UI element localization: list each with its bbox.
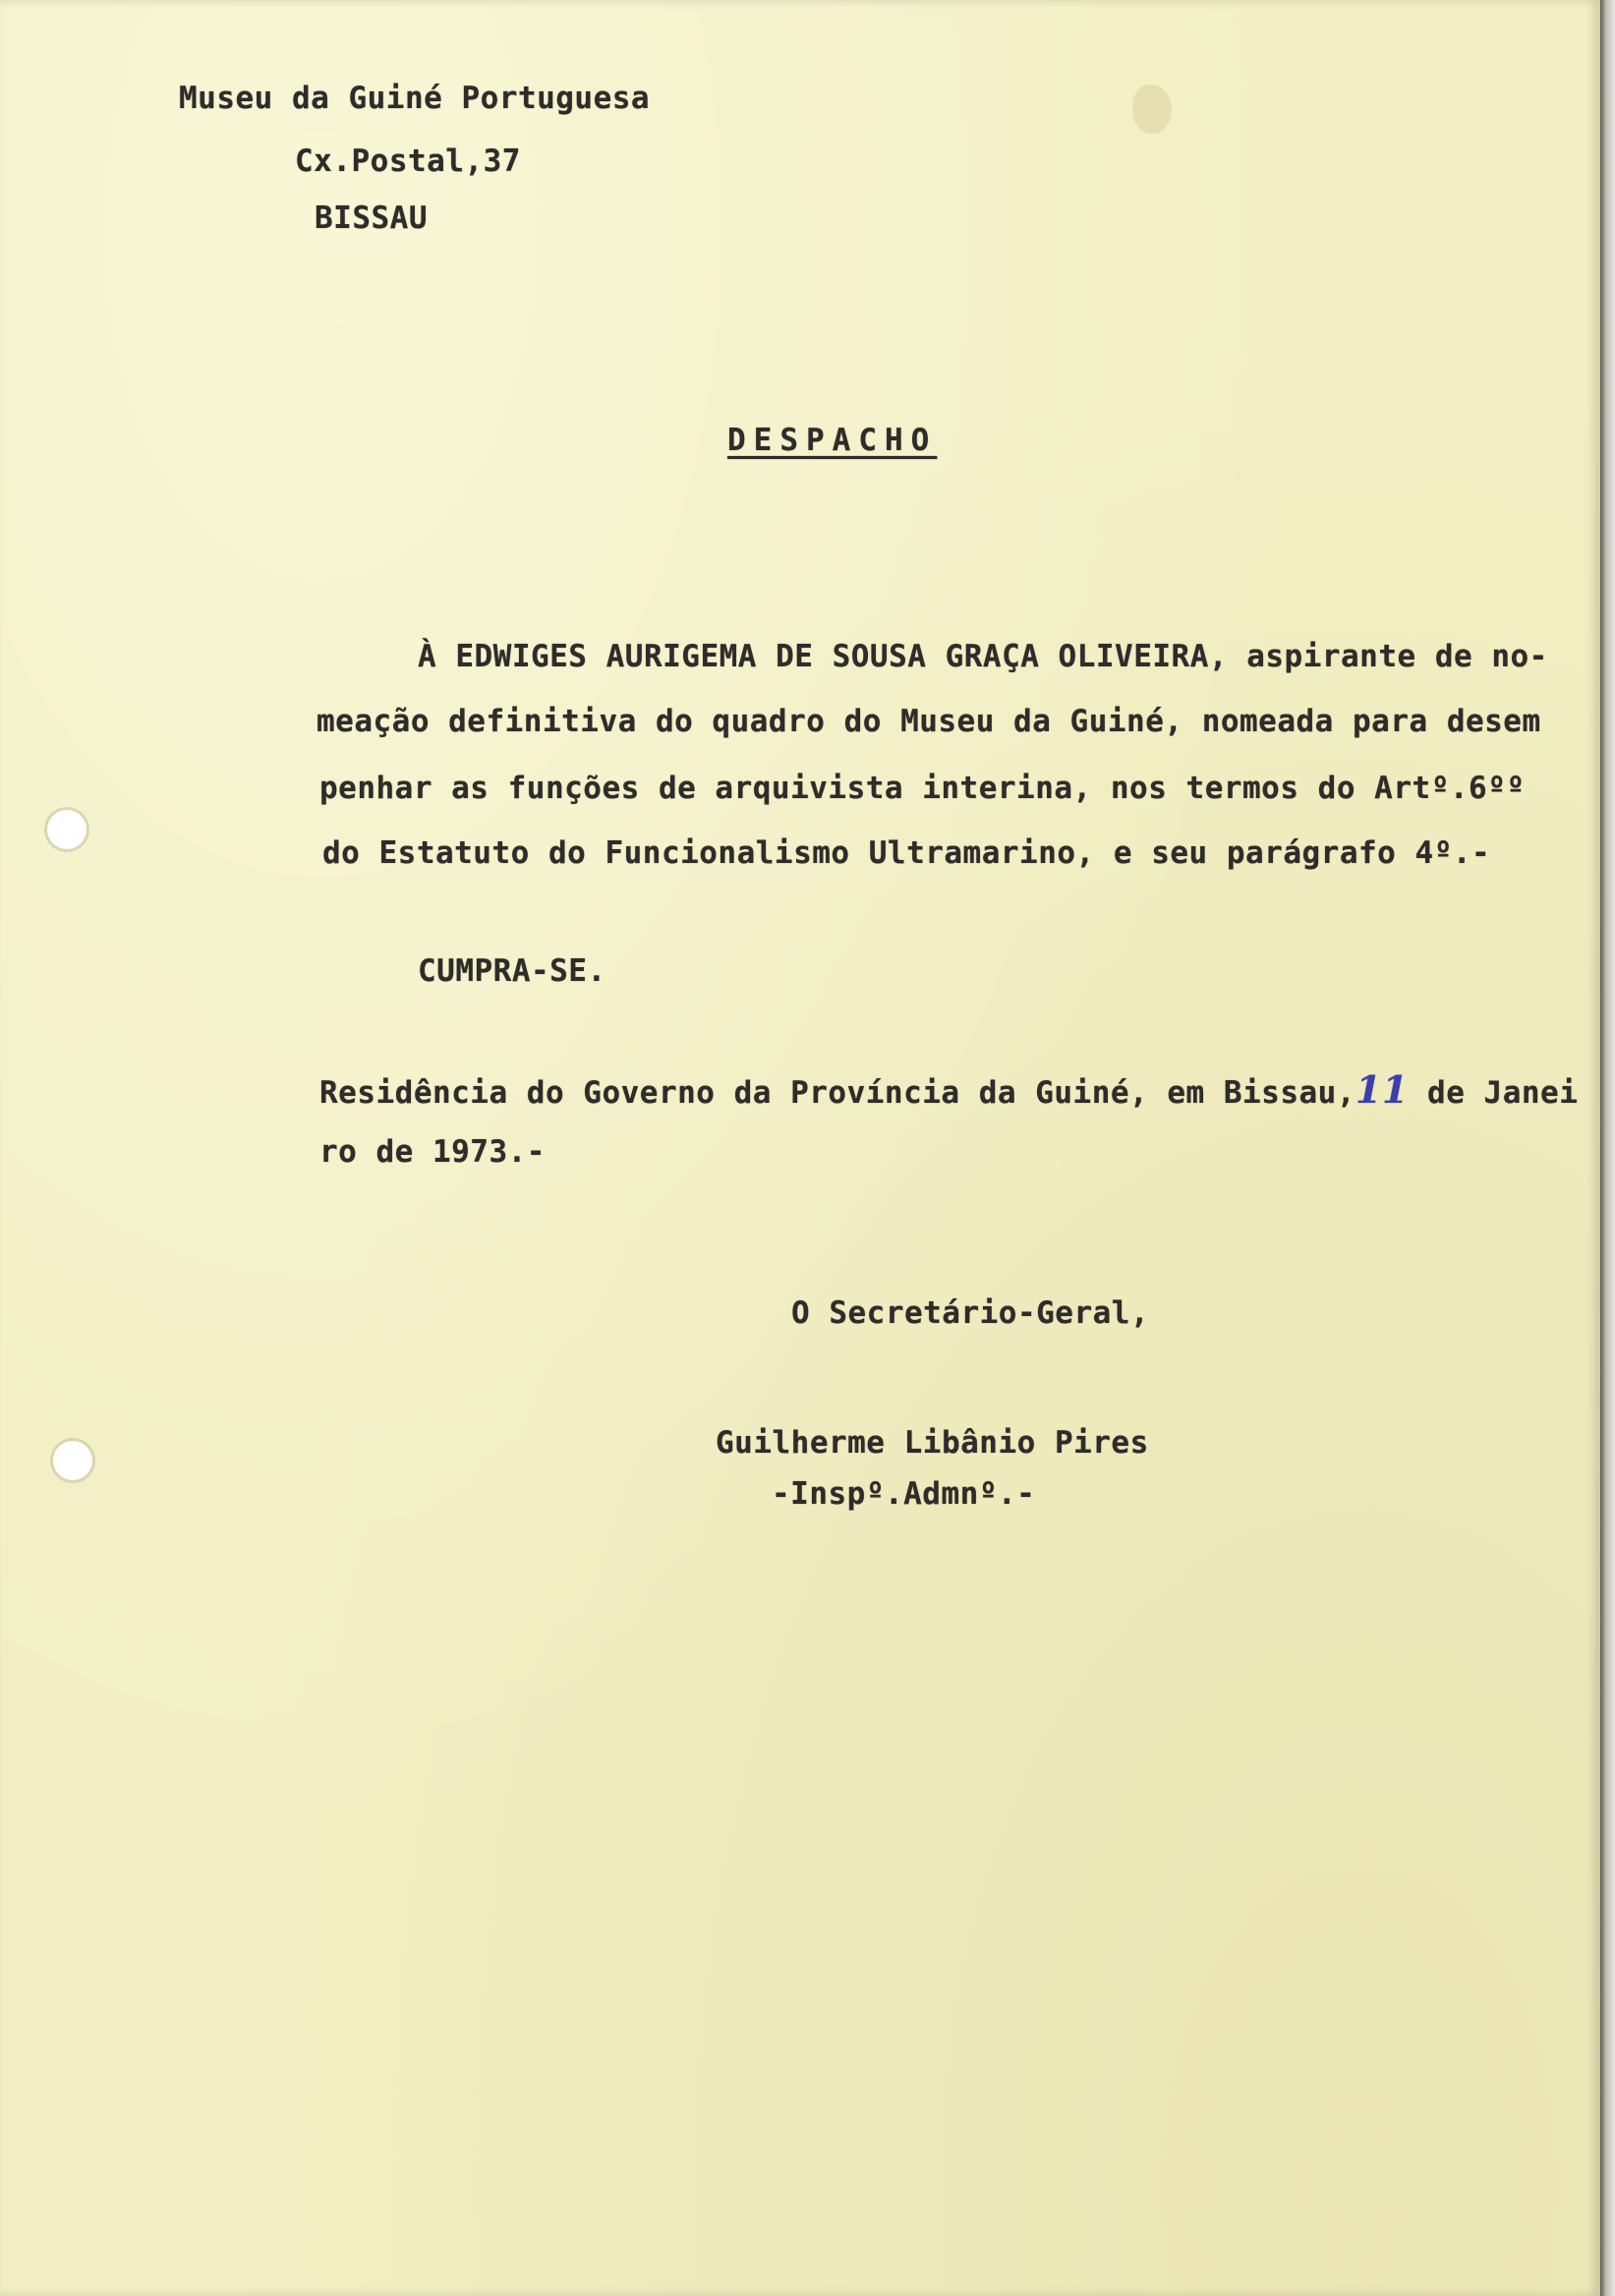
place-date-text: Residência do Governo da Província da Guiné, em Bissau, [319, 1075, 1355, 1111]
place-date-month-start: de Janei [1408, 1075, 1579, 1111]
signature-name: Guilherme Libânio Pires [716, 1425, 1149, 1461]
body-line-1: À EDWIGES AURIGEMA DE SOUSA GRAÇA OLIVEIRA, aspirante de no- [418, 639, 1548, 674]
header-city: BISSAU [315, 201, 428, 236]
body-line-3: penhar as funções de arquivista interina, nos termos do Artº.6ºº [319, 771, 1526, 806]
signature-role: O Secretário-Geral, [791, 1295, 1150, 1331]
handwritten-day: 11 [1355, 1067, 1409, 1112]
header-postal-box: Cx.Postal,37 [295, 144, 521, 179]
signature-title: -Inspº.Admnº.- [772, 1476, 1036, 1512]
place-date-line-1 [319, 1067, 1578, 1112]
punch-hole-bottom [53, 1441, 92, 1480]
body-line-2: meação definitiva do quadro do Museu da Guiné, nomeada para desem [317, 704, 1541, 739]
paper-stain [1132, 85, 1172, 134]
page-edge-shadow [1600, 0, 1615, 2296]
header-institution: Museu da Guiné Portuguesa [179, 81, 651, 116]
place-date-line-2: ro de 1973.- [319, 1134, 546, 1170]
body-line-4: do Estatuto do Funcionalismo Ultramarino, e seu parágrafo 4º.- [322, 835, 1491, 871]
punch-hole-top [47, 810, 87, 849]
document-title: DESPACHO [727, 423, 938, 458]
cumpra-se-text: CUMPRA-SE. [418, 953, 606, 989]
